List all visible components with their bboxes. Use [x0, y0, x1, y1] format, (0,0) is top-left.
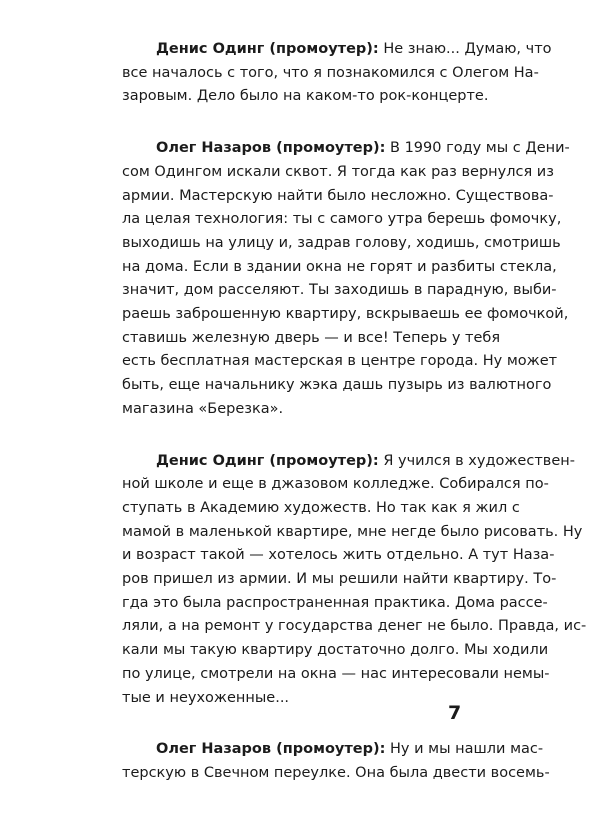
- speaker-name: Олег Назаров (промоутер):: [156, 140, 386, 157]
- text-line: ляли, а на ремонт у государства денег не было. Правда, ис-: [122, 618, 587, 635]
- text-line: все началось с того, что я познакомился с Олегом На-: [122, 64, 539, 81]
- text-line: ров пришел из армии. И мы решили найти квартиру. То-: [122, 571, 557, 588]
- text-line: мамой в маленькой квартире, мне негде было рисовать. Ну: [122, 523, 583, 540]
- text-line: кали мы такую квартиру достаточно долго. Мы ходили: [122, 642, 549, 659]
- text-line: терскую в Свечном переулке. Она была двести восемь-: [122, 764, 550, 781]
- paragraph-first-line: [122, 137, 570, 161]
- speaker-name: Денис Одинг (промоутер):: [156, 41, 379, 57]
- paragraph-odling-1: [122, 38, 552, 109]
- speaker-name: Денис Одинг (промоутер):: [156, 452, 379, 469]
- text-line: на дома. Если в здании окна не горят и разбиты стекла,: [122, 258, 557, 275]
- text-line: и возраст такой — хотелось жить отдельно. А тут Наза-: [122, 547, 555, 564]
- paragraph-odling-2: [122, 450, 587, 711]
- text-line: быть, еще начальнику жэка дашь пузырь из валютного: [122, 377, 552, 394]
- text-line: заровым. Дело было на каком-то рок-концерте.: [122, 88, 489, 105]
- text-line: по улице, смотрели на окна — нас интересовали немы-: [122, 665, 550, 682]
- paragraph-first-line: [122, 38, 552, 62]
- paragraph-first-line: [122, 738, 544, 762]
- paragraph-text: Не знаю... Думаю, что: [378, 41, 552, 57]
- text-line: тые и неухоженные...: [122, 689, 290, 706]
- text-line: ла целая технология: ты с самого утра берешь фомочку,: [122, 211, 562, 228]
- paragraph-text: Я учился в художествен-: [378, 452, 575, 469]
- paragraph-text: Ну и мы нашли мас-: [385, 741, 544, 758]
- paragraph-nazarov-2: [122, 738, 550, 785]
- text-line: гда это была распространенная практика. Дома рассе-: [122, 594, 548, 611]
- paragraph-nazarov-1: [122, 137, 570, 421]
- text-line: значит, дом расселяют. Ты заходишь в парадную, выби-: [122, 282, 557, 299]
- page-number: 7: [448, 702, 462, 724]
- speaker-name: Олег Назаров (промоутер):: [156, 741, 386, 758]
- text-line: сом Одингом искали сквот. Я тогда как раз вернулся из: [122, 163, 554, 180]
- text-line: выходишь на улицу и, задрав голову, ходишь, смотришь: [122, 234, 561, 251]
- text-line: раешь заброшенную квартиру, вскрываешь ее фомочкой,: [122, 306, 569, 323]
- text-line: есть бесплатная мастерская в центре города. Ну может: [122, 353, 558, 370]
- book-page-text: [122, 38, 587, 814]
- text-line: ставишь железную дверь — и все! Теперь у тебя: [122, 329, 501, 346]
- text-line: магазина «Березка».: [122, 400, 284, 417]
- paragraph-first-line: [122, 450, 575, 474]
- text-line: ступать в Академию художеств. Но так как я жил с: [122, 499, 520, 516]
- text-line: армии. Мастерскую найти было несложно. Существова-: [122, 187, 554, 204]
- paragraph-text: В 1990 году мы с Дени-: [385, 140, 570, 157]
- text-line: ной школе и еще в джазовом колледже. Собирался по-: [122, 476, 549, 493]
